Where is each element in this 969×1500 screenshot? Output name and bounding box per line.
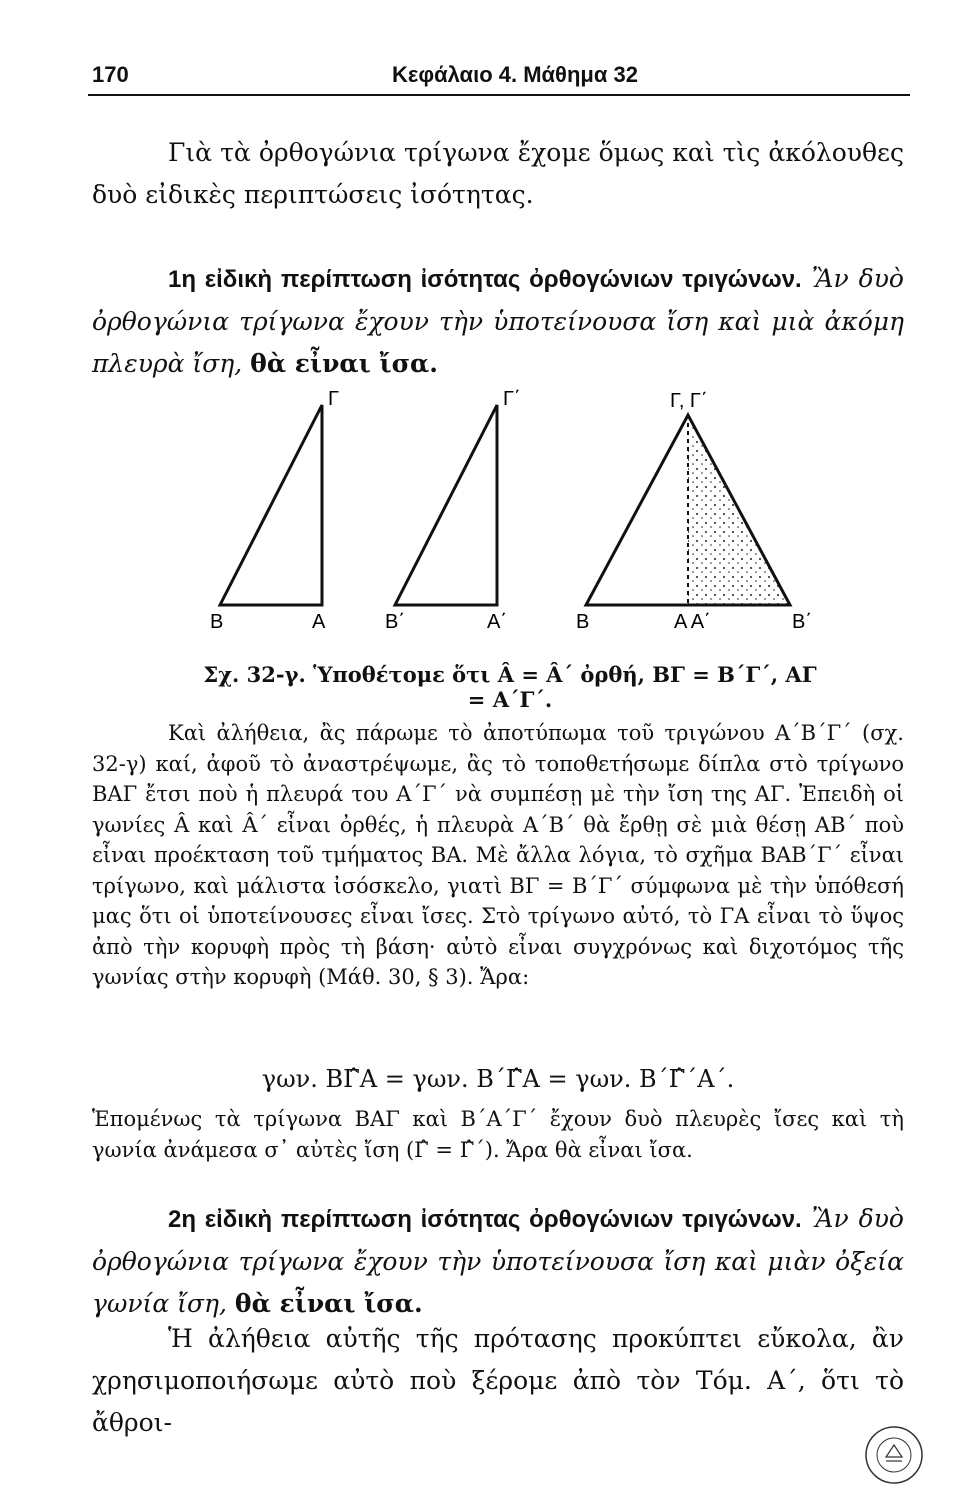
label-t3-a: Α Α΄ — [674, 611, 711, 630]
case2-statement: Ἂν δυὸ ὀρθογώνια τρίγωνα ἔχουν τὴν ὑποτείνουσα ἴση καὶ μιὰν ὀξεία γωνία ἴση, — [92, 1204, 904, 1318]
label-t1-a: Α — [312, 611, 326, 630]
label-t2-apex: Γ΄ — [503, 388, 521, 410]
case2-heading: 2η εἰδικὴ περίπτωση ἰσότητας ὀρθογώνιων τριγώνων. — [168, 1206, 802, 1233]
header-rule — [88, 94, 910, 96]
figure-caption: Σχ. 32-γ. Ὑποθέτομε ὅτι Â = Â΄ ὀρθή, ΒΓ = Β΄Γ΄, ΑΓ = Α΄Γ΄. — [203, 662, 817, 712]
case1-heading: 1η εἰδικὴ περίπτωση ἰσότητας ὀρθογώνιων τριγώνων. — [168, 266, 802, 293]
label-t2-a: Α΄ — [487, 611, 507, 630]
proof1-paragraph: Καὶ ἀλήθεια, ἂς πάρωμε τὸ ἀποτύπωμα τοῦ τριγώνου Α΄Β΄Γ΄ (σχ. 32-γ) καί, ἀφοῦ τὸ ἀναστρέψωμε, ἂς τὸ τοποθετήσωμε δίπλα στὸ τρίγωνο ΒΑΓ ἔτσι ποὺ ἡ πλευρά του Α΄Γ΄ νὰ συμπέσῃ μὲ τὴν ἴση της ΑΓ. Ἐπειδὴ οἱ γωνίες Â καὶ Â΄ εἶναι ὀρθές, ἡ πλευρὰ Α΄Β΄ θὰ ἔρθῃ σὲ μιὰ θέσῃ ΑΒ΄ ποὺ εἶναι προέκταση τοῦ τμήματος ΒΑ. Μὲ ἄλλα λόγια, τὸ σχῆμα ΒΑΒ΄Γ΄ εἶναι τρίγωνο, καὶ μάλιστα ἰσόσκελο, γιατὶ ΒΓ = Β΄Γ΄ σύμφωνα μὲ τὴν ὑπόθεσή μας ὅτι οἱ ὑποτείνουσες εἶναι ἴσες. Στὸ τρίγωνο αὐτό, τὸ ΓΑ εἶναι τὸ ὕψος ἀπὸ τὴν κορυφὴ πρὸς τὴ βάση· αὐτὸ εἶναι συγχρόνως καὶ διχοτόμος τῆς γωνίας στὴν κορυφὴ (Μάθ. 30, § 3). Ἄρα: — [92, 721, 904, 989]
label-t1-b: Β — [210, 611, 224, 630]
triangle-b2a2g2 — [395, 405, 497, 605]
label-t1-apex: Γ — [328, 388, 340, 410]
chapter-title: Κεφάλαιο 4. Μάθημα 32 — [392, 62, 638, 87]
triangles-figure — [200, 385, 820, 630]
case1-conclusion: θὰ εἶναι ἴσα. — [250, 349, 438, 378]
intro-paragraph: Γιὰ τὰ ὀρθογώνια τρίγωνα ἔχομε ὅμως καὶ τὶς ἀκόλουθες δυὸ εἰδικὲς περιπτώσεις ἰσότητας. — [92, 138, 904, 209]
label-t3-apex: Γ, Γ΄ — [670, 390, 708, 412]
label-t3-b: Β — [576, 611, 590, 630]
case2-block — [92, 1198, 904, 1325]
case1-statement: Ἂν δυὸ ὀρθογώνια τρίγωνα ἔχουν τὴν ὑποτείνουσα ἴση καὶ μιὰ ἀκόμη πλευρὰ ἴση, — [92, 264, 904, 378]
angle-equation: γων. ΒΓ̂Α = γων. Β΄Γ̂Α = γων. Β΄Γ̂΄Α΄. — [261, 1065, 735, 1093]
proof2-paragraph: Ἡ ἀλήθεια αὐτῆς τῆς πρότασης προκύπτει εὔκολα, ἂν χρησιμοποιήσωμε αὐτὸ ποὺ ξέρομε ἀπὸ τὸν Τόμ. Α΄, ὅτι τὸ ἄθροι- — [92, 1324, 904, 1437]
label-t3-b2: Β΄ — [792, 611, 812, 630]
case1-block — [92, 258, 904, 385]
label-t2-b: Β΄ — [385, 611, 405, 630]
foundation-seal-icon — [864, 1425, 924, 1485]
case2-conclusion: θὰ εἶναι ἴσα. — [234, 1289, 423, 1318]
running-head — [92, 62, 892, 92]
proof1-conclusion: Ἑπομένως τὰ τρίγωνα ΒΑΓ καὶ Β΄Α΄Γ΄ ἔχουν δυὸ πλευρὲς ἴσες καὶ τὴ γωνία ἀνάμεσα σ᾽ αὐτὲς ἴση (Γ̂ = Γ̂΄). Ἄρα θὰ εἶναι ἴσα. — [92, 1107, 904, 1162]
triangle-bag — [220, 405, 322, 605]
page-number: 170 — [92, 62, 129, 87]
